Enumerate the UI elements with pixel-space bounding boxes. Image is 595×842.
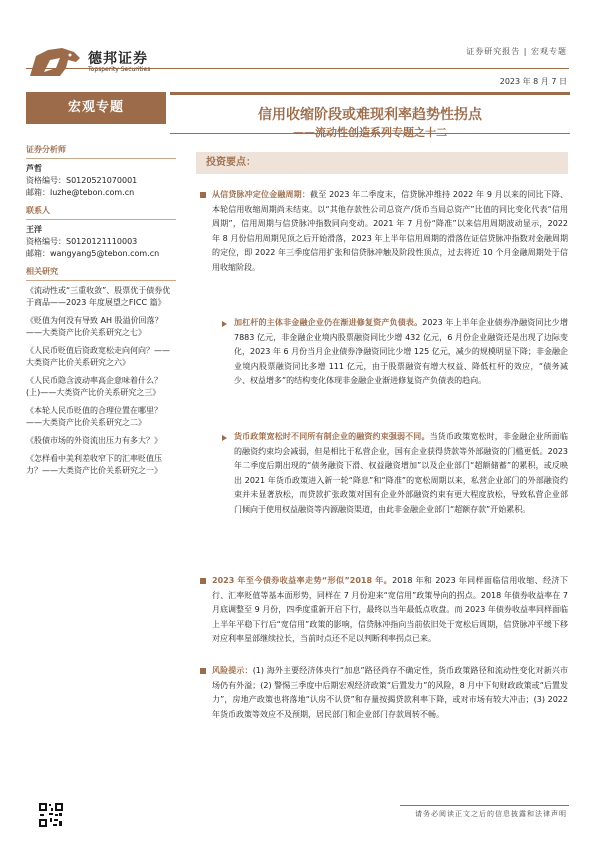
- related-item[interactable]: 《怎样看中美利差收窄下的汇率贬值压力？——大类资产比价关系研究之一》: [26, 454, 162, 475]
- report-subtitle: ——流动性创造系列专题之十二: [293, 126, 447, 139]
- related-item[interactable]: 《贬值为何没有导致 AH 股溢价回落？——大类资产比价关系研究之七》: [26, 316, 163, 337]
- report-title: 信用收缩阶段或难现利率趋势性拐点: [258, 107, 482, 123]
- analyst-email: 邮箱：luzhe@tebon.com.cn: [26, 188, 135, 197]
- point-financing-constraints: 货币政策宽松时不同所有制企业的融资约束强弱不同。当货币政策宽松时，非金融企业所面临的融资约束均会减弱，但是相比于私营企业，国有企业获得贷款等外部融资的门槛更低。2023 年二季度后期出现的“债务融资下滑、权益融资增加”以及企业部门“超额储蓄”的累积，或反映出 2021 年货币政策进入新一轮“降息”和“降准”的宽松周期以来，私营企业部门的外部融资约束并未显著放松，而贷款扩张政策对国有企业外部融资约束有更大程度放松，导致私营企业部门倾向于使用权益融资等内源融资渠道，由此非金融企业部门“超额存款”开始累积。: [234, 432, 569, 514]
- footer-disclaimer: 请务必阅读正文之后的信息披露和法律声明: [415, 810, 567, 818]
- point-credit-cycle: 从信贷脉冲定位金融周期：截至 2023 年二季度末，信贷脉冲维持 2022 年 9 月以来的同比下降、本轮信用收缩周期尚未结束。以“其他存款性公司总资产/货币当局总资产”比值的同比变化代表“信用周期”，信用周期与信贷脉冲指数同向变动。2021 年 7 月份“降准”以来信用周期波动显示，2022 年 8 月份信用周期见顶之后开始滑落，2023 年上半年信用周期的滑落佐证信贷脉冲指数对金融周期的定位，即 2022 年三季度信用扩张和信贷脉冲触及阶段性顶点，过去将近 10 个月金融周期处于信用收缩阶段。: [212, 190, 568, 272]
- footer-divider: [400, 805, 569, 806]
- brand-name-cn: 德邦证券: [88, 51, 148, 67]
- contact-heading: 联系人: [26, 205, 176, 220]
- related-item[interactable]: 《人民币隐含波动率高企意味着什么？(上)——大类资产比价关系研究之三》: [26, 376, 162, 397]
- related-heading: 相关研究: [26, 266, 176, 281]
- analyst-heading: 证券分析师: [26, 144, 176, 159]
- sub-bullet-icon: [222, 435, 227, 441]
- analyst-name: 芦哲: [26, 164, 42, 173]
- sub-bullet-icon: [222, 321, 227, 327]
- contact-name: 王洋: [26, 225, 42, 234]
- related-item[interactable]: 《股债市场的外资流出压力有多大？》: [26, 436, 162, 445]
- section-label: 宏观专题: [26, 92, 166, 124]
- related-item[interactable]: 《人民币贬值后资政宽松走向何向？——大类资产比价关系研究之六》: [26, 346, 170, 367]
- brand-name-en: Topsperity Securities: [88, 66, 151, 73]
- contact-cert: 资格编号：S0120121110003: [26, 237, 138, 246]
- tebon-logo-icon: [26, 42, 84, 82]
- header-divider: [26, 68, 569, 69]
- document-type: 证券研究报告 | 宏观专题: [466, 47, 567, 56]
- related-list: [26, 285, 176, 477]
- analyst-email-link[interactable]: luzhe@tebon.com.cn: [50, 188, 135, 197]
- point-risk-warning: 风险提示：(1) 海外主要经济体央行“加息”路径尚存不确定性，货币政策路径和流动性变化对新兴市场仍有外溢；(2) 警惕三季度中后期宏观经济政策“后置发力”的风险，8 月中下旬财政政策或“后置发力”，房地产政策也将落地“认房不认贷”和存量按揭贷款利率下降，或对市场有较大冲击；(3) 2022 年货币政策等效应不及预期，居民部门和企业部门存款周转不畅。: [212, 666, 568, 719]
- contact-email-link[interactable]: wangyang5@tebon.com.cn: [50, 249, 160, 258]
- analyst-cert: 资格编号：S0120521070001: [26, 176, 138, 185]
- contact-email: 邮箱：wangyang5@tebon.com.cn: [26, 249, 160, 258]
- related-item[interactable]: 《流动性或“三重收敛”、股票优于债券优于商品——2023 年度展望之FICC 篇》: [26, 286, 171, 307]
- investment-highlights-heading: 投资要点：: [196, 152, 568, 174]
- point-corporate-balance-sheet: 加杠杆的主体非金融企业仍在渐进修复资产负债表。2023 年上半年企业债券净融资同比少增 7883 亿元，非金融企业境内股票融资同比少增 432 亿元，6 月份企业融资还是出现了边际变化，2023 年 6 月份当月企业债券净融资同比少增 125 亿元，减少的规模明显下降；非金融企业境内股票融资同比多增 111 亿元，由于股票融资有增大权益、降低杠杆的效应，“债务减少、权益增多”的结构变化体现非金融企业渐进修复资产负债表的趋向。: [234, 318, 568, 385]
- point-bond-yield: 2023 年至今债券收益率走势“形似”2018 年。2018 年和 2023 年同样面临信用收缩、经济下行、汇率贬值等基本面形势，同样在 7 月份迎来“宽信用”政策导向的拐点。2018 年债券收益率在 7 月底调整至 9 月份，四季度重新开启下行，最终以当年最低点收盘。而 2023 年债券收益率同样面临上半年平稳下行后“宽信用”政策的影响，信贷脉冲指向当前依旧处于宽松后周期，信贷脉冲平缓下移对应利率星部继续拉长，当前时点还不足以判断利率拐点已来。: [212, 576, 568, 643]
- report-date: 2023 年 8 月 7 日: [499, 77, 567, 86]
- qr-code-icon: [38, 802, 64, 828]
- related-item[interactable]: 《本轮人民币贬值的合理位置在哪里？——大类资产比价关系研究之二》: [26, 406, 162, 427]
- sidebar: [26, 138, 176, 483]
